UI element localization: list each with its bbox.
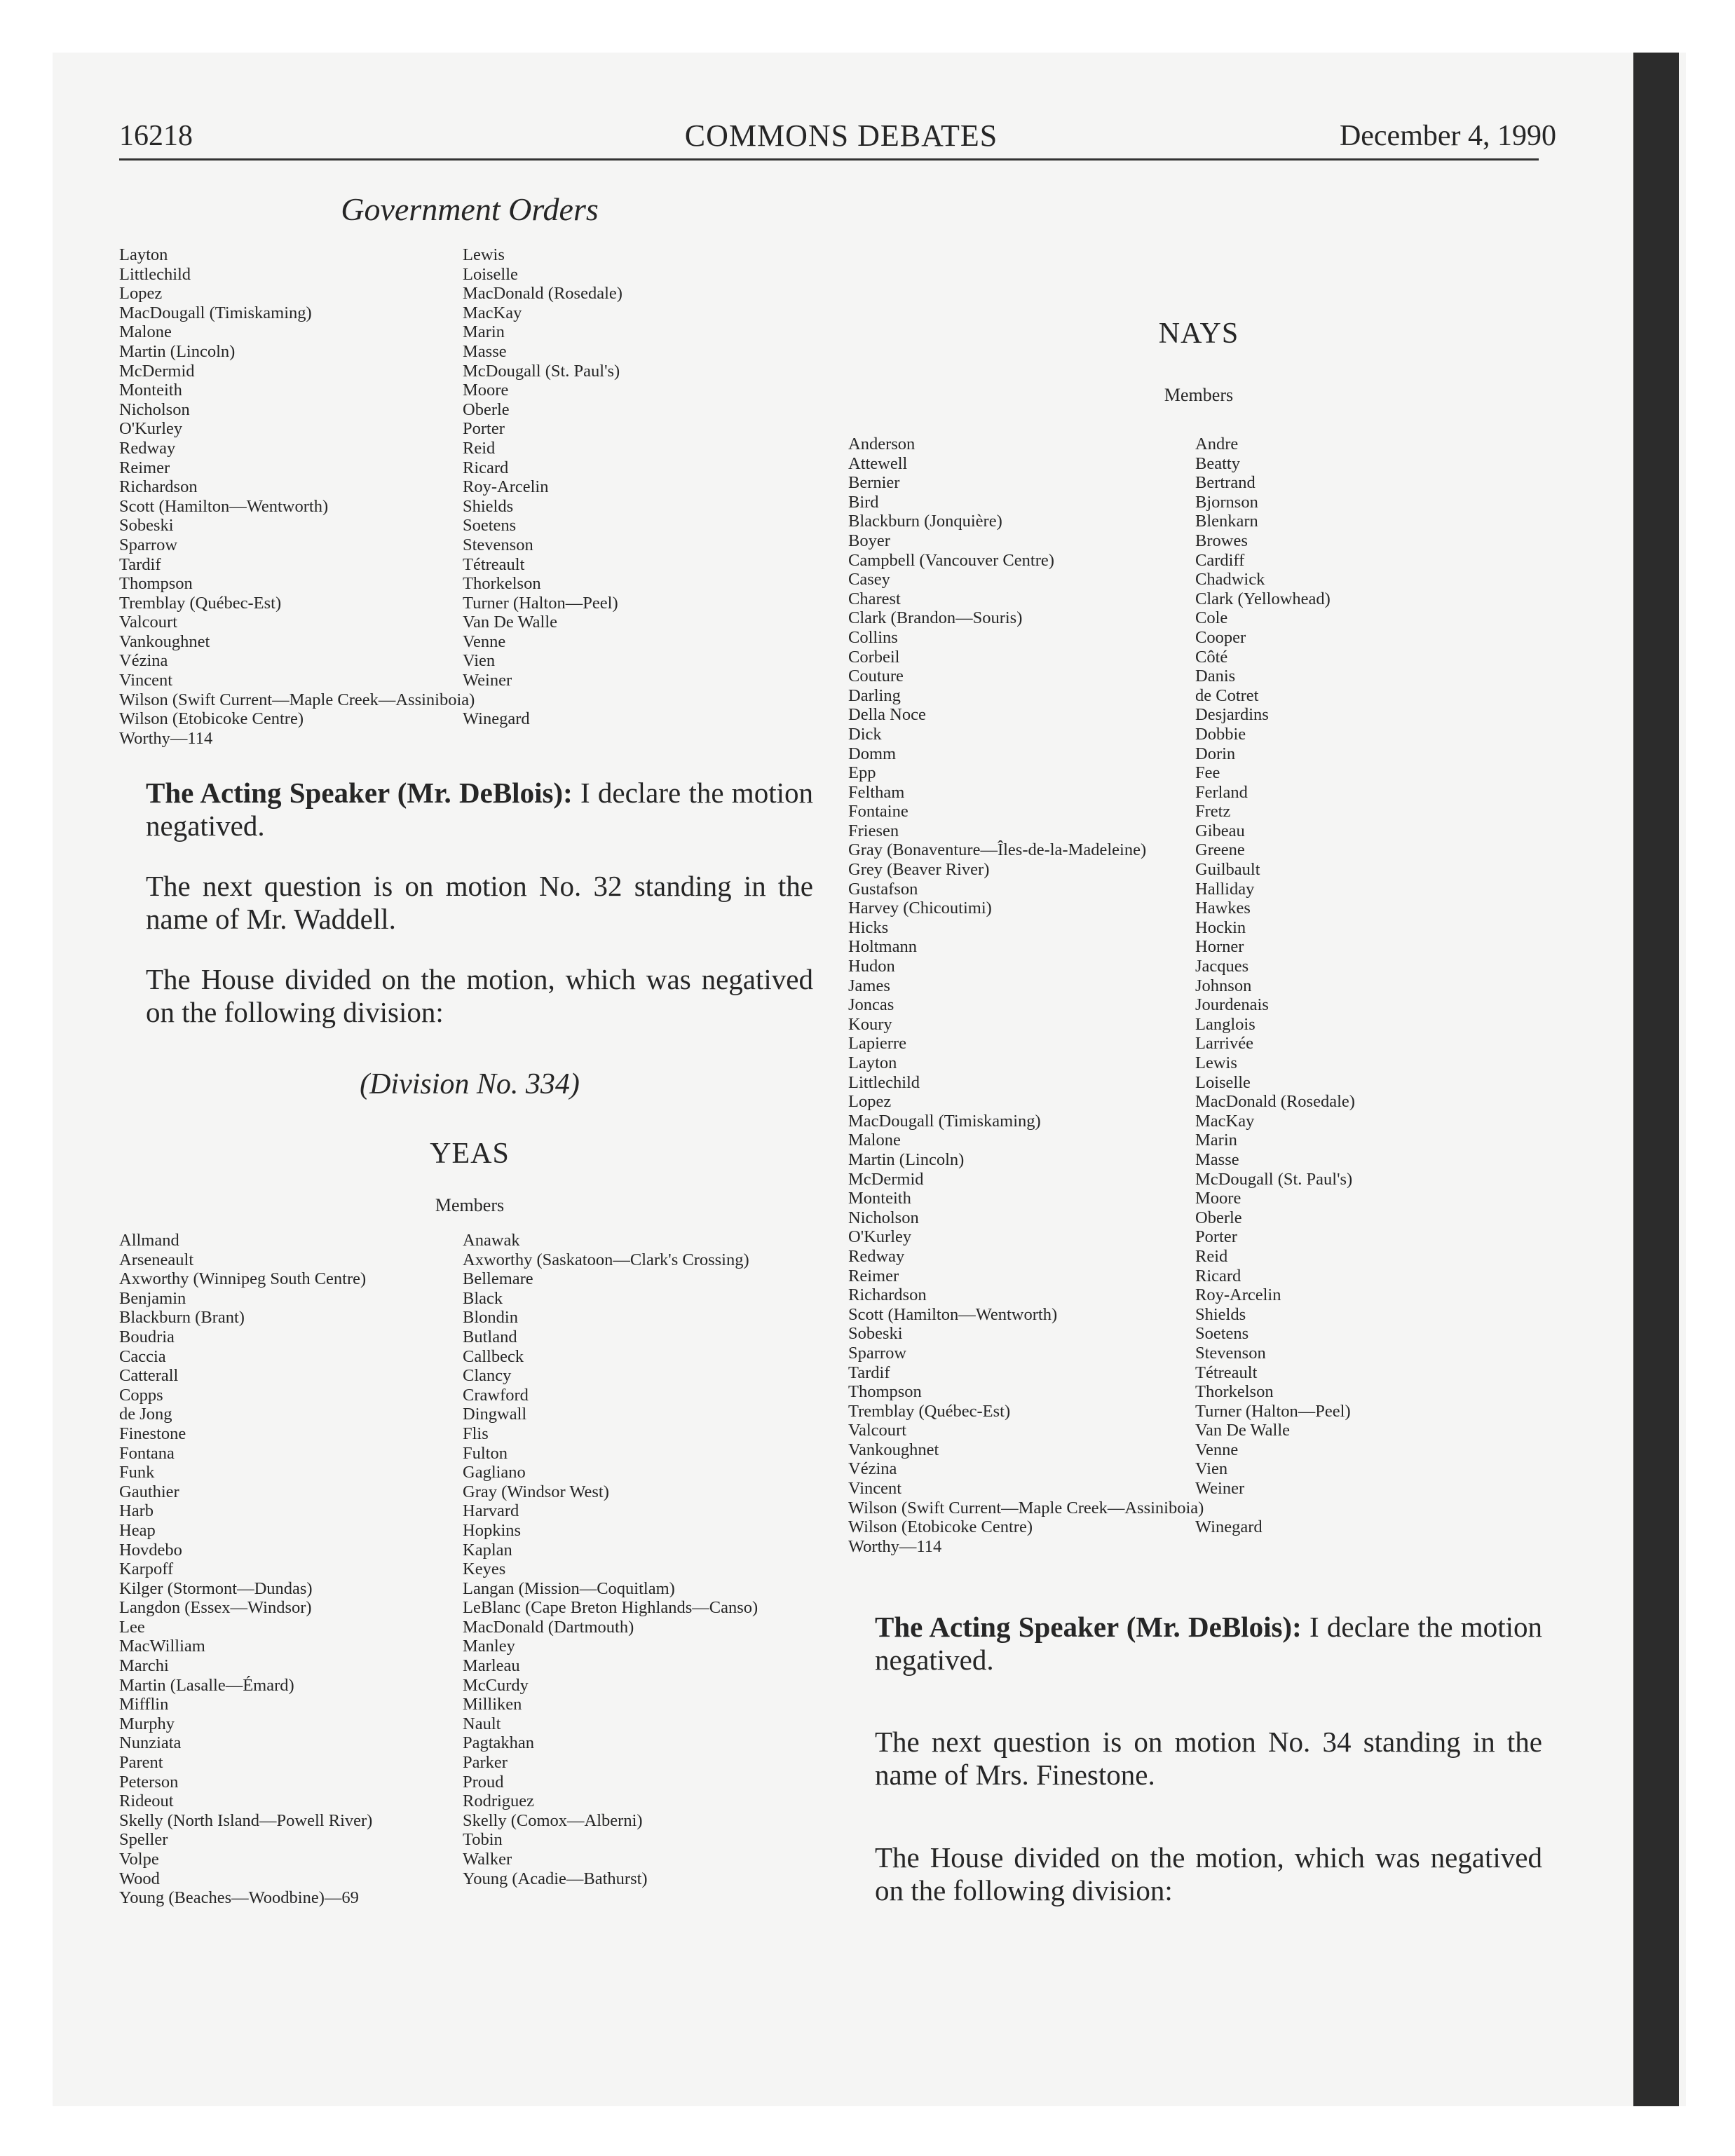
- member-name: Tobin: [463, 1830, 503, 1850]
- division-intro-2: The House divided on the motion, which was negatived on the following division:: [875, 1841, 1542, 1906]
- member-name: Lopez: [848, 1092, 892, 1112]
- member-name: Reimer: [119, 458, 170, 477]
- member-name: Martin (Lincoln): [848, 1149, 965, 1169]
- member-name: Oberle: [1195, 1208, 1242, 1227]
- member-name: Malone: [848, 1131, 901, 1150]
- member-name: Harb: [119, 1501, 154, 1521]
- member-name: Peterson: [119, 1772, 179, 1792]
- member-name: Feltham: [848, 782, 905, 802]
- yeas-col1: [119, 1231, 372, 1908]
- member-name: Harvard: [463, 1501, 519, 1521]
- member-name: Parent: [119, 1753, 163, 1773]
- member-name: Masse: [1195, 1149, 1239, 1169]
- member-name: Skelly (Comox—Alberni): [463, 1810, 643, 1830]
- member-name: MacDougall (Timiskaming): [119, 303, 312, 322]
- member-name: Charest: [848, 589, 901, 608]
- member-name: Valcourt: [119, 613, 177, 632]
- member-name: Worthy—114: [848, 1536, 942, 1556]
- member-name: MacKay: [1195, 1111, 1255, 1131]
- member-name: Pagtakhan: [463, 1733, 535, 1753]
- member-name: McDougall (St. Paul's): [463, 361, 620, 381]
- member-name: Copps: [119, 1385, 163, 1405]
- member-name: Roy-Arcelin: [463, 477, 549, 497]
- member-name: Hockin: [1195, 917, 1246, 937]
- speaker-statement-2: [875, 1611, 1542, 1677]
- member-name: Allmand: [119, 1231, 179, 1250]
- member-name: James: [848, 976, 890, 995]
- member-name: Reimer: [848, 1266, 899, 1285]
- next-question-1: The next question is on motion No. 32 standing in the name of Mr. Waddell.: [146, 870, 813, 935]
- speaker-name: The Acting Speaker (Mr. DeBlois):: [875, 1611, 1302, 1643]
- member-name: Dick: [848, 724, 882, 744]
- member-name: Wood: [119, 1869, 160, 1888]
- member-name: Speller: [119, 1830, 168, 1850]
- member-name: Venne: [463, 632, 506, 651]
- member-name: Littlechild: [848, 1072, 920, 1092]
- member-name: Stevenson: [1195, 1343, 1266, 1363]
- member-name: Gray (Bonaventure—Îles-de-la-Madeleine): [848, 840, 1147, 860]
- member-name: Sobeski: [119, 516, 174, 535]
- member-name: Gustafson: [848, 879, 918, 899]
- member-name: Marleau: [463, 1656, 520, 1676]
- member-name: Milliken: [463, 1695, 522, 1714]
- member-name: Fontana: [119, 1443, 175, 1463]
- member-name: Grey (Beaver River): [848, 860, 990, 880]
- member-name: Vézina: [848, 1459, 897, 1479]
- member-name: Scott (Hamilton—Wentworth): [848, 1304, 1058, 1324]
- member-name: Loiselle: [1195, 1072, 1251, 1092]
- member-name: Richardson: [119, 477, 198, 497]
- speaker-statement-1: [146, 777, 813, 842]
- member-name: Bellemare: [463, 1269, 533, 1289]
- member-name: Littlechild: [119, 264, 191, 284]
- member-name: MacDonald (Dartmouth): [463, 1617, 634, 1637]
- member-name: Catterall: [119, 1366, 179, 1386]
- member-name: O'Kurley: [119, 419, 183, 439]
- member-name: Vincent: [848, 1479, 902, 1499]
- member-name: Desjardins: [1195, 705, 1269, 725]
- member-name: Fontaine: [848, 802, 909, 821]
- member-name: Weiner: [1195, 1479, 1245, 1499]
- member-name: Weiner: [463, 671, 512, 690]
- member-name: Jacques: [1195, 957, 1249, 976]
- member-name: Cooper: [1195, 627, 1246, 647]
- member-name: Fulton: [463, 1443, 508, 1463]
- member-name: Epp: [848, 763, 876, 783]
- member-name: Rideout: [119, 1792, 174, 1811]
- member-name: Horner: [1195, 937, 1244, 957]
- nays-col1: [848, 435, 1204, 1556]
- member-name: Young (Beaches—Woodbine)—69: [119, 1888, 359, 1908]
- speaker-text: I declare the motion negatived.: [875, 1611, 1542, 1676]
- member-name: Boudria: [119, 1327, 175, 1346]
- member-name: Reid: [463, 438, 496, 458]
- member-name: Anderson: [848, 435, 916, 453]
- member-name: Sparrow: [848, 1343, 907, 1363]
- member-name: Mifflin: [119, 1695, 169, 1714]
- member-name: Corbeil: [848, 647, 900, 667]
- member-name: Vien: [1195, 1459, 1228, 1479]
- member-name: Arseneault: [119, 1250, 194, 1269]
- member-name: Marchi: [119, 1656, 169, 1676]
- member-name: Halliday: [1195, 879, 1255, 899]
- member-name: Layton: [848, 1053, 897, 1072]
- member-name: Wilson (Etobicoke Centre): [848, 1517, 1033, 1537]
- member-name: O'Kurley: [848, 1227, 912, 1247]
- member-name: Soetens: [1195, 1324, 1249, 1344]
- member-name: Benjamin: [119, 1288, 186, 1308]
- member-name: Langlois: [1195, 1014, 1256, 1034]
- member-name: Larrivée: [1195, 1034, 1253, 1053]
- member-name: [463, 690, 622, 710]
- member-name: Hopkins: [463, 1520, 522, 1540]
- yeas-heading: YEAS: [430, 1138, 510, 1170]
- member-name: Blackburn (Brant): [119, 1308, 245, 1328]
- member-name: Shields: [1195, 1304, 1246, 1324]
- member-name: Andre: [1195, 435, 1239, 453]
- member-name: Lewis: [463, 245, 505, 264]
- member-name: Valcourt: [848, 1421, 906, 1440]
- member-name: Hicks: [848, 917, 889, 937]
- member-name: Gauthier: [119, 1482, 179, 1501]
- member-name: Axworthy (Saskatoon—Clark's Crossing): [463, 1250, 749, 1269]
- member-name: Turner (Halton—Peel): [1195, 1401, 1351, 1421]
- member-name: Wilson (Swift Current—Maple Creek—Assiniboia): [848, 1498, 1204, 1517]
- member-name: Attewell: [848, 453, 908, 473]
- member-name: Lee: [119, 1617, 145, 1637]
- member-name: Murphy: [119, 1714, 175, 1733]
- member-name: Crawford: [463, 1385, 529, 1405]
- member-name: Moore: [463, 381, 509, 400]
- section-title: Government Orders: [341, 191, 599, 227]
- member-name: Redway: [119, 438, 176, 458]
- member-name: MacDonald (Rosedale): [1195, 1092, 1355, 1112]
- member-name: McDermid: [119, 361, 195, 381]
- member-name: Tardif: [119, 554, 161, 574]
- member-name: Masse: [463, 341, 507, 361]
- member-name: Flis: [463, 1424, 489, 1443]
- member-name: Nicholson: [119, 400, 190, 419]
- member-name: Worthy—114: [119, 728, 213, 748]
- member-name: Danis: [1195, 667, 1236, 686]
- member-name: Chadwick: [1195, 570, 1265, 589]
- member-name: Shields: [463, 496, 514, 516]
- member-name: Parker: [463, 1753, 508, 1773]
- member-name: Boyer: [848, 531, 890, 550]
- member-name: Wilson (Swift Current—Maple Creek—Assiniboia): [119, 690, 475, 709]
- member-name: Moore: [1195, 1189, 1241, 1208]
- member-name: Fee: [1195, 763, 1220, 783]
- member-name: Soetens: [463, 516, 517, 535]
- member-name: Dingwall: [463, 1405, 527, 1424]
- nays-heading: NAYS: [1158, 318, 1239, 350]
- member-name: Walker: [463, 1850, 512, 1869]
- member-name: Koury: [848, 1014, 892, 1034]
- member-name: Clancy: [463, 1366, 512, 1386]
- top-list-col2: [463, 245, 622, 729]
- member-name: MacDougall (Timiskaming): [848, 1111, 1041, 1131]
- member-name: Thorkelson: [463, 574, 541, 594]
- member-name: Gagliano: [463, 1463, 526, 1482]
- member-name: Skelly (North Island—Powell River): [119, 1810, 373, 1830]
- member-name: Langdon (Essex—Windsor): [119, 1598, 312, 1618]
- member-name: Manley: [463, 1637, 515, 1656]
- member-name: Karpoff: [119, 1560, 174, 1579]
- member-name: Porter: [1195, 1227, 1237, 1247]
- member-name: Vankoughnet: [119, 632, 210, 651]
- member-name: Porter: [463, 419, 505, 439]
- member-name: Marin: [463, 322, 505, 342]
- member-name: Turner (Halton—Peel): [463, 593, 618, 613]
- member-name: Kaplan: [463, 1540, 512, 1560]
- nays-col2: [1195, 435, 1355, 1537]
- member-name: Collins: [848, 627, 898, 647]
- member-name: Van De Walle: [463, 613, 558, 632]
- member-name: Layton: [119, 245, 168, 264]
- member-name: Tétreault: [1195, 1363, 1258, 1382]
- member-name: Nunziata: [119, 1733, 182, 1753]
- member-name: Nault: [463, 1714, 501, 1733]
- member-name: Thompson: [848, 1382, 922, 1402]
- member-name: Hudon: [848, 957, 895, 976]
- member-name: Sparrow: [119, 535, 178, 554]
- member-name: MacDonald (Rosedale): [463, 284, 622, 303]
- member-name: Cole: [1195, 608, 1228, 628]
- member-name: Côté: [1195, 647, 1228, 667]
- member-name: Harvey (Chicoutimi): [848, 899, 992, 918]
- member-name: Blackburn (Jonquière): [848, 512, 1002, 531]
- page-number: 16218: [119, 120, 193, 152]
- member-name: Gibeau: [1195, 821, 1245, 840]
- member-name: Della Noce: [848, 705, 926, 725]
- member-name: [1195, 1499, 1355, 1518]
- member-name: Campbell (Vancouver Centre): [848, 550, 1054, 570]
- member-name: Clark (Yellowhead): [1195, 589, 1331, 608]
- member-name: Rodriguez: [463, 1792, 535, 1811]
- member-name: Proud: [463, 1772, 504, 1792]
- member-name: Malone: [119, 322, 172, 342]
- member-name: Cardiff: [1195, 550, 1245, 570]
- member-name: Finestone: [119, 1424, 186, 1443]
- member-name: Langan (Mission—Coquitlam): [463, 1578, 675, 1598]
- member-name: Heap: [119, 1520, 156, 1540]
- member-name: Richardson: [848, 1285, 927, 1305]
- member-name: Domm: [848, 744, 897, 763]
- member-name: Monteith: [848, 1189, 911, 1208]
- member-name: Wilson (Etobicoke Centre): [119, 709, 304, 729]
- member-name: Vincent: [119, 671, 173, 690]
- speaker-text: I declare the motion negatived.: [146, 777, 813, 842]
- member-name: LeBlanc (Cape Breton Highlands—Canso): [463, 1598, 758, 1618]
- member-name: Lapierre: [848, 1034, 906, 1053]
- member-name: Bird: [848, 492, 879, 512]
- member-name: Van De Walle: [1195, 1421, 1291, 1440]
- division-number: (Division No. 334): [360, 1068, 580, 1100]
- member-name: Tétreault: [463, 554, 525, 574]
- member-name: Thorkelson: [1195, 1382, 1274, 1402]
- member-name: Dobbie: [1195, 724, 1246, 744]
- yeas-col2: [463, 1231, 758, 1888]
- member-name: Guilbault: [1195, 860, 1260, 880]
- member-name: Caccia: [119, 1346, 166, 1366]
- member-name: Marin: [1195, 1131, 1237, 1150]
- member-name: Ricard: [463, 458, 509, 477]
- member-name: Lopez: [119, 284, 163, 303]
- member-name: Winegard: [1195, 1517, 1263, 1537]
- member-name: Tremblay (Québec-Est): [119, 593, 282, 613]
- member-name: Ricard: [1195, 1266, 1241, 1285]
- member-name: Venne: [1195, 1440, 1239, 1459]
- member-name: Monteith: [119, 381, 182, 400]
- member-name: Nicholson: [848, 1208, 919, 1227]
- member-name: Callbeck: [463, 1346, 524, 1366]
- member-name: Vézina: [119, 651, 168, 671]
- member-name: Ferland: [1195, 782, 1248, 802]
- member-name: Volpe: [119, 1850, 159, 1869]
- publication-title: COMMONS DEBATES: [684, 118, 998, 153]
- member-name: Bertrand: [1195, 473, 1256, 493]
- member-name: Butland: [463, 1327, 517, 1346]
- member-name: Redway: [848, 1246, 905, 1266]
- member-name: Stevenson: [463, 535, 533, 554]
- member-name: McDougall (St. Paul's): [1195, 1169, 1353, 1189]
- member-name: Axworthy (Winnipeg South Centre): [119, 1269, 367, 1289]
- nays-members-label: Members: [1164, 385, 1234, 405]
- member-name: Scott (Hamilton—Wentworth): [119, 496, 329, 516]
- member-name: Thompson: [119, 574, 193, 594]
- member-name: Holtmann: [848, 937, 917, 957]
- member-name: Winegard: [463, 709, 530, 729]
- member-name: Keyes: [463, 1560, 506, 1579]
- member-name: Jourdenais: [1195, 995, 1269, 1015]
- member-name: McCurdy: [463, 1675, 529, 1695]
- member-name: Darling: [848, 685, 901, 705]
- member-name: Sobeski: [848, 1324, 903, 1344]
- member-name: Hovdebo: [119, 1540, 182, 1560]
- member-name: de Cotret: [1195, 685, 1259, 705]
- scan-edge-shadow: [1633, 53, 1679, 2106]
- yeas-members-label: Members: [435, 1195, 505, 1215]
- member-name: Blenkarn: [1195, 512, 1258, 531]
- header-rule: [119, 158, 1539, 161]
- member-name: Johnson: [1195, 976, 1252, 995]
- member-name: MacKay: [463, 303, 522, 322]
- member-name: Dorin: [1195, 744, 1236, 763]
- member-name: Oberle: [463, 400, 510, 419]
- member-name: Casey: [848, 570, 890, 589]
- member-name: Greene: [1195, 840, 1245, 860]
- speaker-name: The Acting Speaker (Mr. DeBlois):: [146, 777, 573, 809]
- next-question-2: The next question is on motion No. 34 standing in the name of Mrs. Finestone.: [875, 1726, 1542, 1791]
- member-name: Gray (Windsor West): [463, 1482, 609, 1501]
- member-name: Blondin: [463, 1308, 518, 1328]
- member-name: Black: [463, 1288, 503, 1308]
- member-name: Anawak: [463, 1231, 520, 1250]
- member-name: Bjornson: [1195, 492, 1258, 512]
- member-name: Roy-Arcelin: [1195, 1285, 1281, 1305]
- member-name: Hawkes: [1195, 899, 1251, 918]
- member-name: Clark (Brandon—Souris): [848, 608, 1023, 628]
- member-name: Tardif: [848, 1363, 890, 1382]
- member-name: Browes: [1195, 531, 1248, 550]
- member-name: Vien: [463, 651, 496, 671]
- member-name: Loiselle: [463, 264, 518, 284]
- member-name: MacWilliam: [119, 1637, 205, 1656]
- member-name: Martin (Lincoln): [119, 341, 236, 361]
- member-name: de Jong: [119, 1405, 172, 1424]
- member-name: Tremblay (Québec-Est): [848, 1401, 1011, 1421]
- top-list-col1: [119, 245, 475, 748]
- member-name: Bernier: [848, 473, 900, 493]
- member-name: Lewis: [1195, 1053, 1237, 1072]
- member-name: Beatty: [1195, 453, 1240, 473]
- publication-date: December 4, 1990: [1339, 120, 1556, 152]
- member-name: McDermid: [848, 1169, 924, 1189]
- member-name: Couture: [848, 667, 904, 686]
- member-name: Reid: [1195, 1246, 1228, 1266]
- member-name: Kilger (Stormont—Dundas): [119, 1578, 313, 1598]
- member-name: Funk: [119, 1463, 155, 1482]
- member-name: Fretz: [1195, 802, 1231, 821]
- member-name: Joncas: [848, 995, 894, 1015]
- member-name: Martin (Lasalle—Émard): [119, 1675, 294, 1695]
- member-name: Friesen: [848, 821, 899, 840]
- member-name: Young (Acadie—Bathurst): [463, 1869, 648, 1888]
- division-intro-1: The House divided on the motion, which was negatived on the following division:: [146, 963, 813, 1028]
- member-name: Vankoughnet: [848, 1440, 939, 1459]
